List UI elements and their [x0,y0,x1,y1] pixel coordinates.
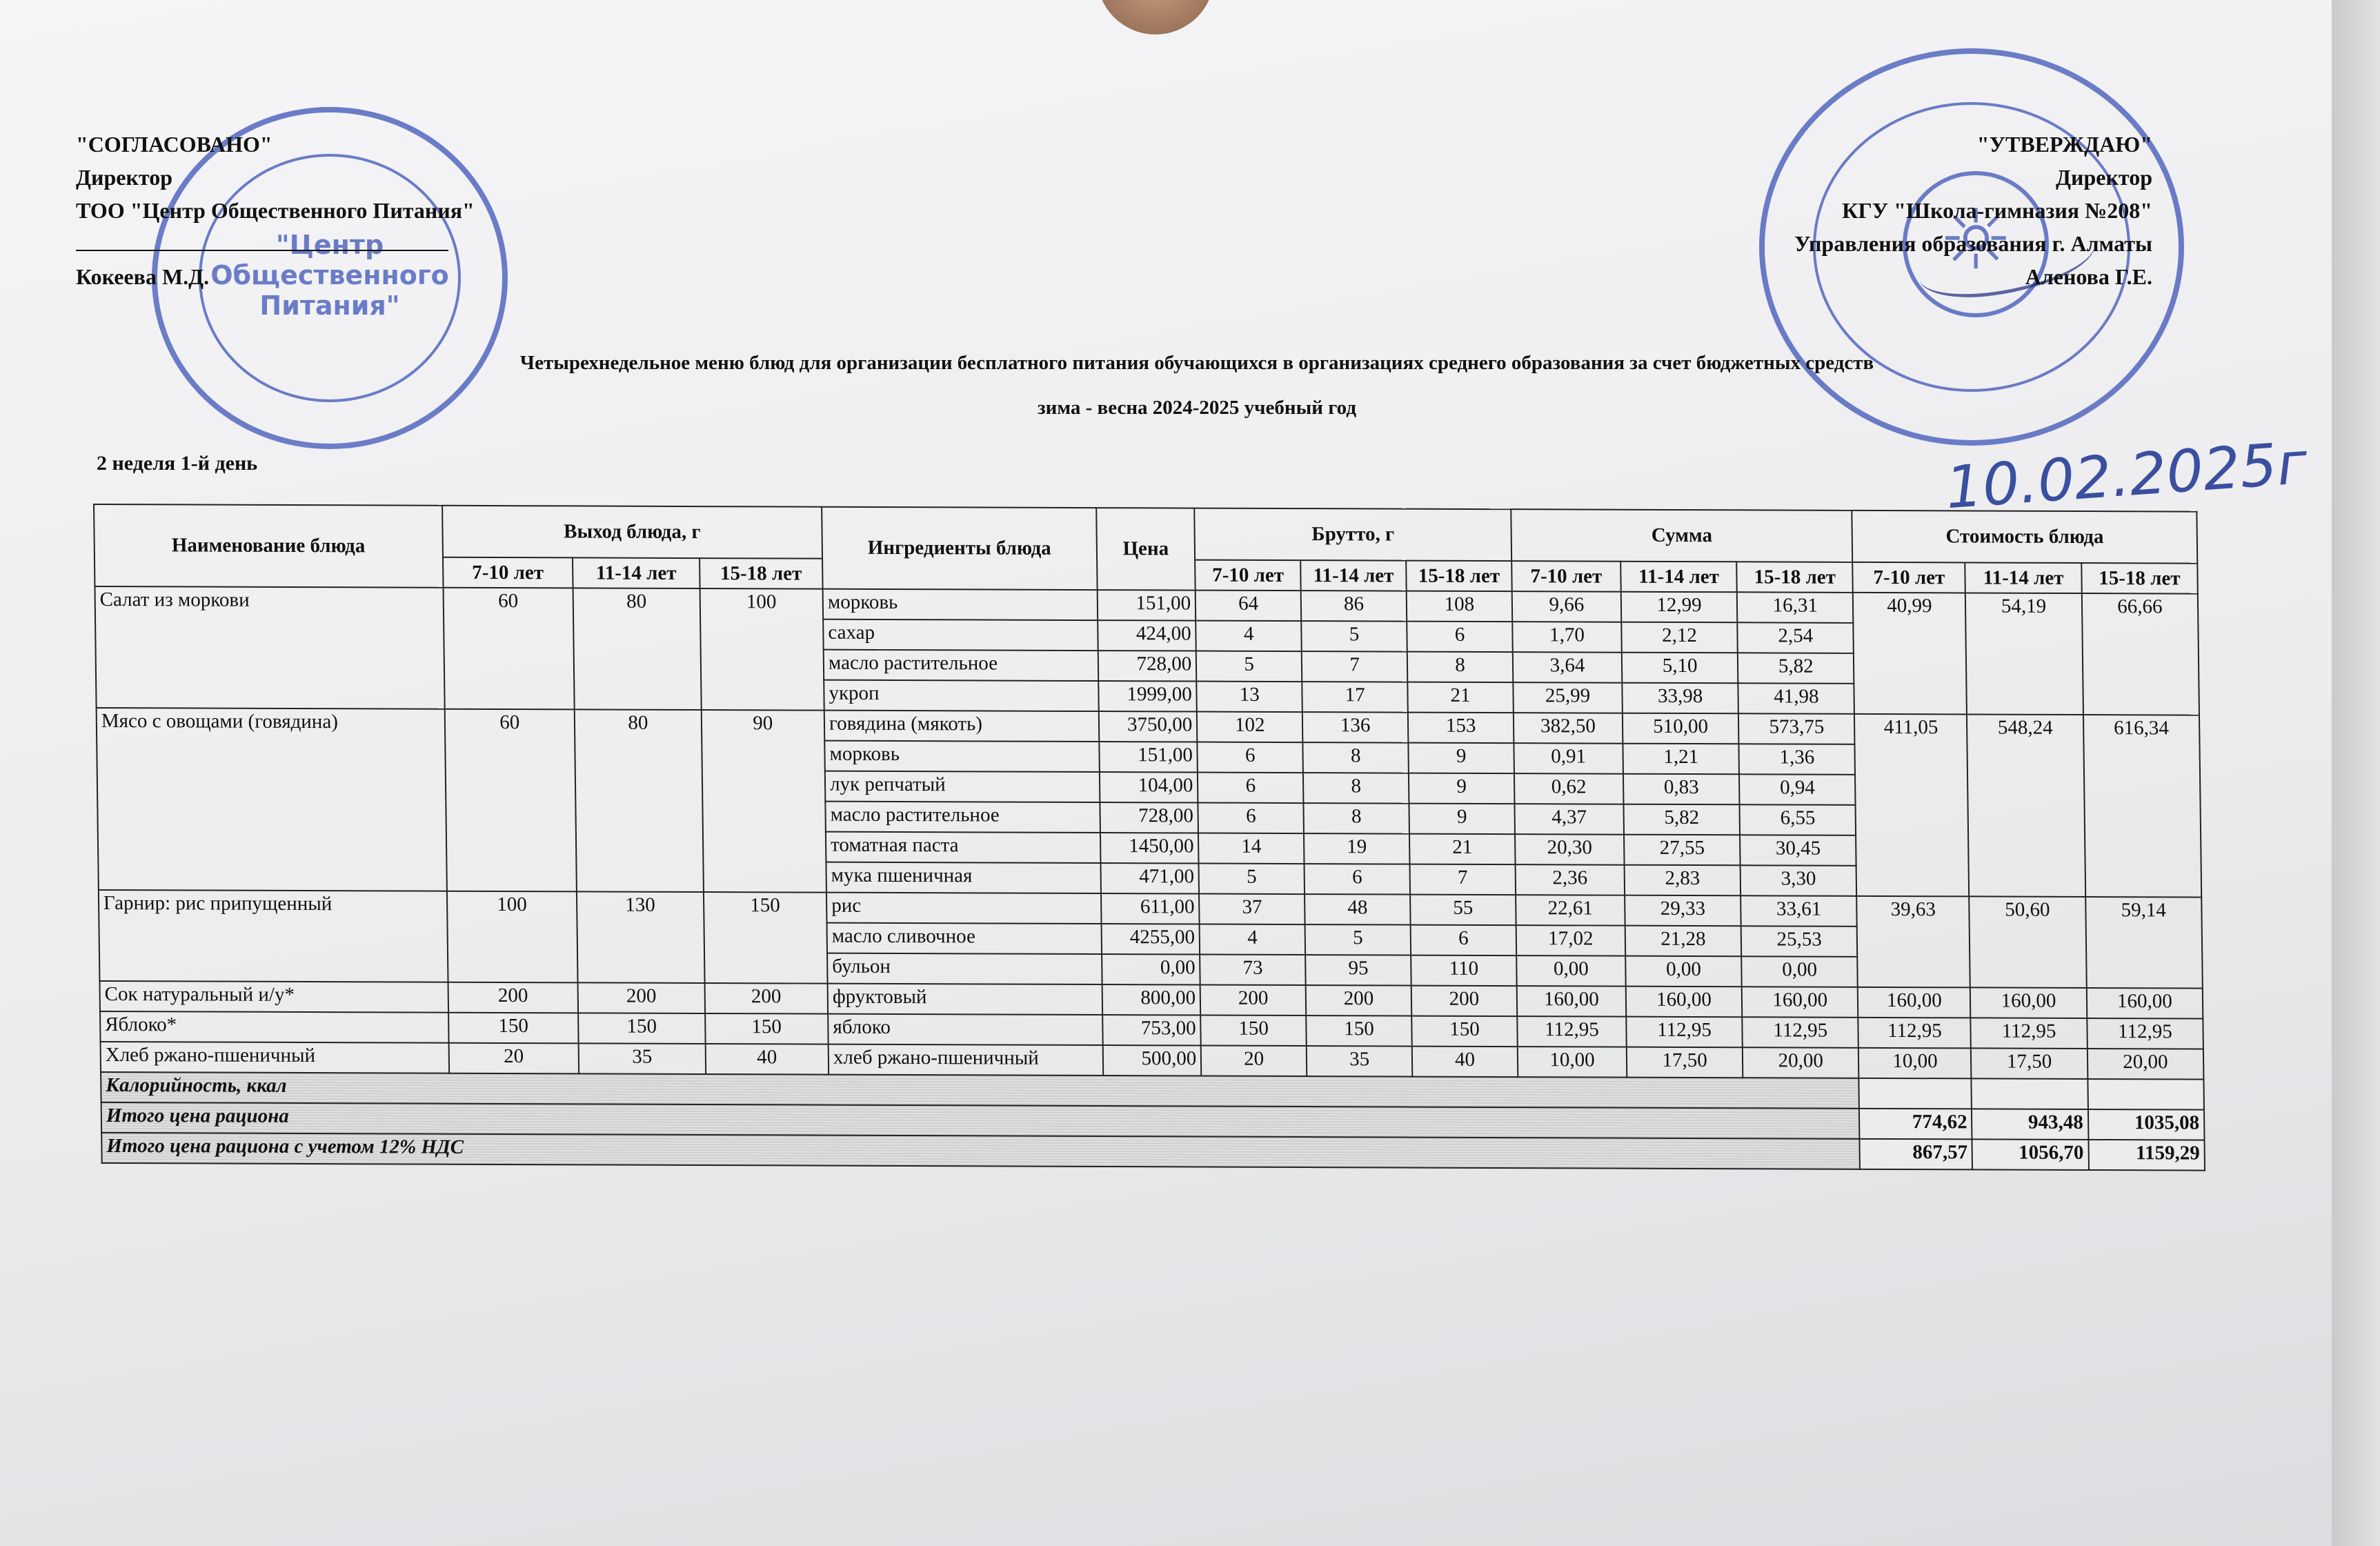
sum-7-10: 9,66 [1512,591,1622,622]
brutto-11-14: 35 [1307,1046,1412,1077]
col-header-sum-age-7-10: 7-10 лет [1511,561,1621,592]
yield-7-10: 60 [444,709,577,892]
document-title: Четырехнедельное меню блюд для организации бесплатного питания обучающихся в организациях среднего образования за счет бюджетных средств [519,352,1874,374]
brutto-11-14: 19 [1304,833,1409,864]
brutto-15-18: 55 [1410,895,1516,926]
brutto-15-18: 21 [1409,834,1515,865]
approval-left-name: Кокеева М.Д. [76,264,210,289]
brutto-11-14: 8 [1304,803,1409,834]
col-header-brutto-age-11-14: 11-14 лет [1300,560,1406,591]
table-row [97,708,2200,746]
brutto-7-10: 6 [1198,803,1304,834]
yield-11-14: 35 [579,1043,706,1074]
col-header-price: Цена [1096,508,1196,590]
brutto-7-10: 14 [1198,833,1304,864]
sum-7-10: 2,36 [1516,864,1625,895]
ingredient-name: масло сливочное [827,923,1102,954]
dish-name: Сок натуральный и/у* [99,981,448,1013]
sum-11-14: 12,99 [1621,592,1738,623]
ingredient-name: бульон [827,953,1102,984]
ingredient-price: 1999,00 [1098,681,1197,711]
document-subtitle: зима - весна 2024-2025 учебный год [1037,397,1357,419]
summary-label: Калорийность, ккал [101,1072,1859,1109]
brutto-7-10: 37 [1199,894,1305,925]
ingredient-name: морковь [823,589,1098,620]
sum-15-18: 0,00 [1741,956,1858,987]
dish-name: Мясо с овощами (говядина) [97,708,447,891]
sum-7-10: 17,02 [1516,925,1626,956]
sum-7-10: 22,61 [1516,895,1625,926]
sum-11-14: 160,00 [1626,987,1743,1018]
col-header-sum-age-15-18: 15-18 лет [1736,562,1853,593]
col-header-cost-age-15-18: 15-18 лет [2081,563,2198,594]
col-header-yield-age-11-14: 11-14 лет [573,557,700,588]
brutto-11-14: 7 [1302,651,1407,682]
summary-value-11-14: 943,48 [1972,1109,2088,1140]
sum-11-14: 0,83 [1623,774,1740,805]
yield-11-14: 80 [573,588,702,710]
brutto-7-10: 4 [1200,924,1305,955]
brutto-15-18: 9 [1409,804,1515,835]
menu-table [93,504,2205,1171]
approval-block-right [1794,128,2152,293]
cost-11-14: 54,19 [1965,593,2083,715]
ingredient-price: 728,00 [1100,802,1198,833]
approval-right-name: Аленова Г.Е. [2025,264,2152,289]
summary-label: Итого цена рациона с учетом 12% НДС [101,1133,1860,1169]
sum-7-10: 112,95 [1517,1016,1627,1047]
brutto-11-14: 8 [1303,742,1409,773]
ingredient-price: 753,00 [1102,1015,1201,1045]
brutto-7-10: 5 [1199,864,1305,895]
yield-15-18: 150 [705,1013,829,1044]
brutto-11-14: 86 [1301,591,1407,622]
brutto-11-14: 5 [1305,924,1411,955]
brutto-11-14: 200 [1306,985,1411,1016]
cost-7-10: 10,00 [1858,1048,1972,1079]
yield-7-10: 150 [448,1013,579,1044]
brutto-15-18: 6 [1407,622,1512,653]
approval-block-left [76,128,475,293]
yield-11-14: 80 [575,709,704,892]
cost-15-18: 59,14 [2085,897,2203,989]
summary-value-7-10: 867,57 [1860,1139,1973,1170]
yield-15-18: 90 [701,710,826,893]
yield-15-18: 100 [700,588,824,711]
approval-right-position: Директор [2056,165,2152,190]
sum-7-10: 0,62 [1514,773,1624,804]
brutto-15-18: 153 [1408,713,1514,744]
yield-11-14: 130 [577,891,704,983]
brutto-7-10: 64 [1196,591,1301,622]
brutto-11-14: 5 [1301,621,1407,652]
brutto-7-10: 200 [1200,985,1306,1016]
approval-right-department: Управления образования г. Алматы [1794,231,2152,256]
sum-15-18: 30,45 [1740,835,1856,866]
sum-11-14: 2,83 [1625,865,1741,896]
handwritten-date: 10.02.2025г [1943,428,2310,522]
summary-value-7-10 [1859,1078,1972,1109]
col-header-ingredients: Ингредиенты блюда [822,507,1097,590]
approval-left-heading: "СОГЛАСОВАНО" [76,132,272,157]
brutto-11-14: 17 [1302,682,1407,713]
dish-name: Яблоко* [100,1011,448,1043]
sum-15-18: 112,95 [1742,1017,1858,1048]
cost-11-14: 548,24 [1967,714,2085,897]
cost-7-10: 160,00 [1858,987,1971,1018]
ingredient-name: хлеб ржано-пшеничный [829,1044,1103,1076]
col-header-yield: Выход блюда, г [442,506,822,559]
cost-7-10: 39,63 [1857,896,1971,988]
brutto-7-10: 6 [1198,742,1303,773]
approval-left-position: Директор [76,165,172,190]
summary-value-15-18: 1035,08 [2088,1109,2205,1140]
ingredient-price: 611,00 [1101,893,1200,924]
sum-15-18: 41,98 [1738,683,1855,714]
ingredient-name: мука пшеничная [826,862,1100,893]
sum-7-10: 0,00 [1516,955,1626,987]
brutto-15-18: 150 [1411,1016,1517,1047]
yield-11-14: 200 [578,982,705,1013]
cost-11-14: 160,00 [1970,987,2087,1018]
sum-15-18: 1,36 [1739,744,1856,775]
cost-15-18: 20,00 [2088,1049,2204,1080]
yield-15-18: 150 [704,892,828,984]
brutto-7-10: 102 [1197,712,1302,743]
sum-11-14: 112,95 [1626,1017,1743,1048]
ingredient-price: 104,00 [1099,772,1198,802]
sum-7-10: 20,30 [1515,834,1625,865]
ingredient-price: 3750,00 [1098,711,1197,742]
sum-15-18: 33,61 [1741,895,1857,926]
brutto-7-10: 5 [1196,651,1302,682]
sum-11-14: 29,33 [1625,895,1741,926]
ingredient-price: 471,00 [1100,863,1199,893]
sum-15-18: 5,82 [1738,653,1854,684]
col-header-yield-age-15-18: 15-18 лет [700,558,823,589]
ingredient-price: 0,00 [1102,954,1200,984]
sum-11-14: 5,82 [1623,804,1740,835]
brutto-15-18: 7 [1410,864,1516,895]
ingredient-name: сахар [823,620,1098,651]
sum-7-10: 3,64 [1513,652,1623,683]
sum-15-18: 2,54 [1737,622,1854,653]
brutto-15-18: 110 [1411,955,1516,987]
brutto-7-10: 73 [1200,955,1305,986]
ingredient-name: лук репчатый [825,771,1100,802]
sum-11-14: 21,28 [1625,926,1742,957]
summary-value-15-18 [2088,1079,2204,1110]
cost-11-14: 50,60 [1970,896,2087,988]
cost-7-10: 411,05 [1854,714,1969,897]
brutto-7-10: 20 [1201,1046,1307,1077]
dish-name: Гарнир: рис припущенный [99,890,448,982]
sum-11-14: 17,50 [1627,1047,1743,1078]
brutto-15-18: 200 [1411,986,1517,1017]
cost-11-14: 112,95 [1971,1018,2088,1049]
summary-value-11-14: 1056,70 [1972,1139,2089,1170]
brutto-15-18: 9 [1409,773,1514,804]
sum-7-10: 0,91 [1514,743,1623,774]
sum-15-18: 0,94 [1739,774,1856,805]
summary-row [101,1133,2205,1171]
cost-7-10: 40,99 [1853,593,1967,715]
cost-7-10: 112,95 [1858,1018,1972,1049]
summary-value-15-18: 1159,29 [2088,1140,2205,1171]
sum-11-14: 2,12 [1621,622,1738,653]
table-row [99,890,2202,928]
sum-15-18: 25,53 [1741,926,1858,957]
brutto-15-18: 40 [1412,1047,1518,1078]
sum-7-10: 25,99 [1513,682,1623,713]
cost-15-18: 66,66 [2081,593,2199,715]
finger-holding-paper [1097,0,1214,34]
sum-15-18: 16,31 [1737,592,1854,623]
ingredient-price: 728,00 [1098,651,1196,681]
approval-right-organization: КГУ "Школа-гимназия №208" [1842,198,2152,223]
ingredient-name: яблоко [828,1014,1102,1045]
sum-7-10: 160,00 [1517,986,1627,1017]
sum-15-18: 20,00 [1743,1047,1859,1078]
yield-11-14: 150 [578,1013,705,1044]
brutto-15-18: 8 [1407,652,1513,683]
sum-11-14: 1,21 [1623,744,1739,775]
sum-7-10: 4,37 [1514,804,1624,835]
sum-11-14: 510,00 [1623,713,1739,744]
brutto-15-18: 108 [1407,591,1512,622]
ingredient-price: 4255,00 [1101,924,1200,954]
sum-7-10: 1,70 [1512,622,1622,653]
yield-7-10: 100 [446,891,577,983]
yield-7-10: 60 [443,588,575,710]
cost-15-18: 616,34 [2083,715,2202,898]
approval-left-signature-line [76,227,475,260]
table-row [95,586,2198,624]
cost-15-18: 160,00 [2086,988,2203,1019]
sum-15-18: 6,55 [1740,804,1856,835]
col-header-brutto-age-15-18: 15-18 лет [1406,561,1511,592]
dish-name: Салат из моркови [95,586,444,709]
state-emblem-icon: ☼ [1903,171,2049,317]
summary-value-11-14 [1972,1078,2088,1109]
yield-7-10: 20 [448,1043,579,1074]
sum-7-10: 10,00 [1518,1047,1627,1078]
sum-11-14: 0,00 [1625,956,1742,987]
ingredient-name: масло растительное [824,650,1098,681]
col-header-brutto: Брутто, г [1194,508,1511,562]
brutto-15-18: 21 [1407,682,1513,713]
sum-11-14: 27,55 [1624,835,1741,866]
brutto-15-18: 9 [1408,743,1514,774]
ingredient-name: рис [826,893,1101,924]
sum-15-18: 573,75 [1738,713,1855,744]
summary-value-7-10: 774,62 [1859,1109,1972,1140]
approval-right-heading: "УТВЕРЖДАЮ" [1976,132,2152,157]
brutto-7-10: 150 [1200,1015,1306,1047]
sum-11-14: 5,10 [1622,653,1738,684]
brutto-11-14: 95 [1305,955,1411,986]
brutto-7-10: 4 [1196,621,1301,652]
yield-15-18: 200 [704,983,828,1014]
ingredient-name: укроп [824,680,1098,711]
ingredient-price: 500,00 [1102,1045,1201,1076]
col-header-yield-age-7-10: 7-10 лет [443,557,573,588]
summary-label: Итого цена рациона [101,1102,1860,1139]
brutto-7-10: 13 [1197,682,1302,713]
ingredient-name: томатная паста [826,832,1100,863]
menu-table-wrapper [93,504,2205,1171]
yield-15-18: 40 [705,1044,829,1075]
ingredient-price: 424,00 [1098,620,1196,651]
ingredient-price: 151,00 [1097,590,1196,620]
ingredient-name: масло растительное [825,802,1100,833]
sum-7-10: 382,50 [1514,713,1623,744]
brutto-11-14: 8 [1303,773,1409,804]
col-header-cost-age-11-14: 11-14 лет [1965,562,2082,593]
sum-15-18: 160,00 [1742,987,1858,1018]
ingredient-price: 800,00 [1102,984,1200,1015]
col-header-dish: Наименование блюда [94,504,443,588]
yield-7-10: 200 [448,982,578,1013]
brutto-11-14: 48 [1305,894,1410,925]
brutto-11-14: 136 [1302,712,1408,743]
dish-name: Хлеб ржано-пшеничный [101,1042,449,1073]
col-header-sum-age-11-14: 11-14 лет [1620,562,1737,593]
brutto-11-14: 150 [1306,1015,1411,1047]
ingredient-price: 151,00 [1099,742,1198,772]
brutto-7-10: 6 [1198,773,1303,804]
col-header-cost-age-7-10: 7-10 лет [1853,562,1966,593]
approval-left-organization: ТОО "Центр Общественного Питания" [76,198,475,223]
col-header-sum: Сумма [1511,509,1852,562]
col-header-brutto-age-7-10: 7-10 лет [1195,560,1300,591]
sum-15-18: 3,30 [1741,865,1857,896]
ingredient-name: фруктовый [828,984,1102,1015]
ingredient-name: говядина (мякоть) [824,711,1099,742]
sum-11-14: 33,98 [1622,683,1738,714]
cost-15-18: 112,95 [2087,1018,2203,1049]
brutto-15-18: 6 [1411,925,1516,956]
week-day-label: 2 неделя 1-й день [97,452,258,475]
col-header-cost: Стоимость блюда [1852,511,2198,564]
ingredient-price: 1450,00 [1100,833,1199,863]
ingredient-name: морковь [824,741,1099,772]
brutto-11-14: 6 [1305,864,1410,895]
stamp-left-text: "Центр Общественного Питания" [210,230,449,321]
cost-11-14: 17,50 [1971,1048,2088,1079]
